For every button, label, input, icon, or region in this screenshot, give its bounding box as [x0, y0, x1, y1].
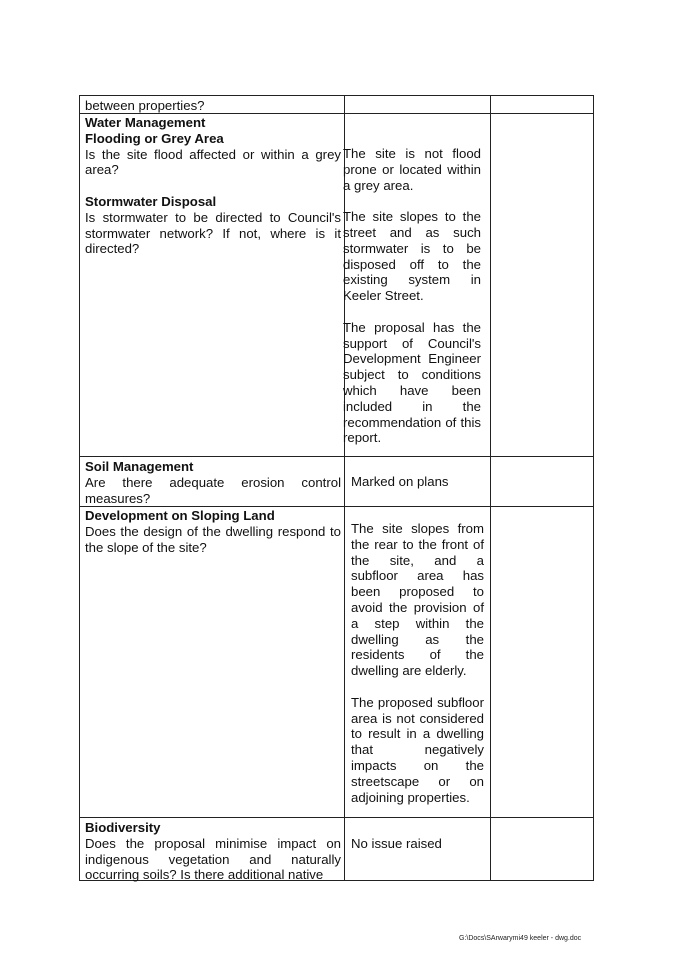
soil-management-answer: Marked on plans	[351, 474, 449, 489]
answer: The proposal has the support of Council's Development Engineer subject to conditions which have been included in the recommendation of this report.	[343, 319, 481, 446]
answer: The proposed subfloor area is not considered to result in a dwelling that negatively impacts on the streetscape or on adjoining properties.	[351, 694, 484, 805]
section-heading: Soil Management	[85, 459, 194, 474]
biodiversity-left	[85, 820, 341, 883]
row-continuation-text: between properties?	[85, 98, 205, 113]
soil-management-left	[85, 459, 341, 506]
water-management-left	[85, 115, 341, 257]
section-heading: Development on Sloping Land	[85, 508, 275, 523]
sub-heading: Stormwater Disposal	[85, 193, 217, 209]
question: Does the design of the dwelling respond to the slope of the site?	[85, 523, 341, 555]
water-management-right	[343, 146, 481, 446]
answer: The site is not flood prone or located within a grey area.	[343, 146, 481, 193]
answer: The site slopes to the street and as such stormwater is to be disposed off to the existing system in Keeler Street.	[343, 209, 481, 304]
question: Is stormwater to be directed to Council's stormwater network? If not, where is it directed?	[85, 209, 341, 257]
sloping-land-left	[85, 508, 341, 555]
footer-file-path: G:\Docs\SArwarymi49 keeler - dwg.doc	[459, 935, 582, 942]
question: Are there adequate erosion control measures?	[85, 474, 341, 506]
biodiversity-answer: No issue raised	[351, 836, 442, 851]
sub-heading: Flooding or Grey Area	[85, 130, 224, 146]
row-divider	[80, 817, 593, 818]
section-heading: Water Management	[85, 115, 206, 130]
answer: The site slopes from the rear to the front of the site, and a subfloor area has been proposed to avoid the provision of a step within the dwelling as the residents of the dwelling are elderly.	[351, 521, 484, 679]
question: Is the site flood affected or within a grey area?	[85, 146, 341, 178]
assessment-table	[79, 95, 594, 881]
row-divider	[80, 456, 593, 457]
question: Does the proposal minimise impact on indigenous vegetation and naturally occurring soils? Is there additional native	[85, 835, 341, 883]
sloping-land-right	[351, 521, 484, 805]
column-divider	[490, 96, 491, 880]
section-heading: Biodiversity	[85, 820, 161, 835]
